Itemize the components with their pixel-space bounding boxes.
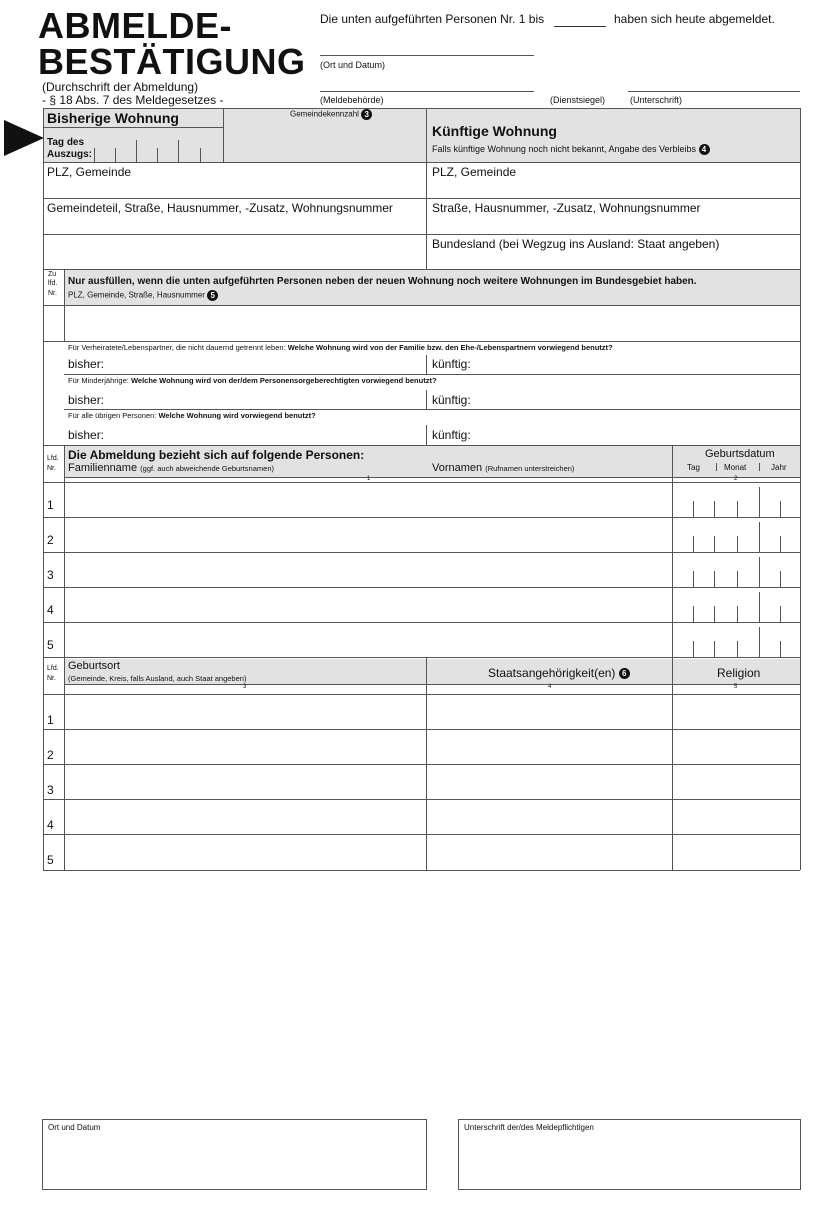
meldebehoerde-line[interactable] [320,91,534,92]
bisher-label-1: bisher: [68,357,105,371]
kuenftige-strasse-field[interactable] [427,199,800,234]
person-row-number: 4 [47,603,54,617]
familienname-vornamen-field[interactable] [65,518,672,552]
footer-ort-datum-box[interactable] [42,1119,427,1190]
dienstsiegel-label: (Dienstsiegel) [550,95,606,105]
geburtsort-field[interactable] [65,730,426,764]
weitere-address-field[interactable] [65,306,800,341]
person2-row-number: 1 [47,713,54,727]
person2-row-number: 5 [47,853,54,867]
persons2-col-lfd: Lfd. [47,665,59,672]
bisherige-strasse-label: Gemeindeteil, Straße, Hausnummer, -Zusatz, Wohnungsnummer [47,201,393,215]
jahr-label: Jahr [771,463,787,472]
unterschrift-label: (Unterschrift) [630,95,683,105]
bisher-field-1[interactable] [110,355,426,374]
intro-text-b: haben sich heute abgemeldet. [614,12,775,26]
form-title-line1: ABMELDE- [38,5,232,46]
staat-label: Staatsangehörigkeit(en) 6 [488,666,630,680]
kuenftige-title: Künftige Wohnung [432,123,557,139]
geburtsort-field[interactable] [65,695,426,729]
person-row-number: 3 [47,568,54,582]
form-subtitle-1: (Durchschrift der Abmeldung) [42,80,199,94]
col-number-3: 3 [243,684,247,690]
geburtsort-field[interactable] [65,800,426,834]
persons2-col-nr: Nr. [47,675,56,682]
weitere-col-zu: Zu [48,271,57,278]
staatsangehoerigkeit-field[interactable] [427,695,672,729]
bisher-label-3: bisher: [68,428,105,442]
col-number-4: 4 [548,684,552,690]
person-count-line[interactable] [554,26,606,27]
person2-row-number: 4 [47,818,54,832]
geburtsort-note: (Gemeinde, Kreis, falls Ausland, auch Staat angeben) [68,674,247,683]
weitere-lfd-field[interactable] [44,306,64,341]
kuenftig-field-3[interactable] [480,425,800,445]
ort-datum-label: (Ort und Datum) [320,60,386,70]
bisherige-plz-field[interactable] [44,163,426,198]
intro-text-a: Die unten aufgeführten Personen Nr. 1 bis [320,12,545,26]
geburtsort-field[interactable] [65,765,426,799]
familienname-vornamen-field[interactable] [65,553,672,587]
tag-label: Tag [687,463,700,472]
ort-datum-line[interactable] [320,55,534,56]
familienname-vornamen-field[interactable] [65,483,672,517]
persons-title: Die Abmeldung bezieht sich auf folgende Personen: [68,448,365,462]
unterschrift-line[interactable] [628,91,800,92]
footer-signature-box[interactable] [458,1119,801,1190]
gemeindekennzahl-label: Gemeindekennzahl 3 [290,109,372,120]
form-subtitle-2: - § 18 Abs. 7 des Meldegesetzes - [42,93,224,107]
weitere-marker-icon: 5 [207,290,218,301]
person-row-number: 2 [47,533,54,547]
monat-label: Monat [724,463,747,472]
col-number-2: 2 [734,476,738,482]
bisherige-strasse-field[interactable] [44,199,426,234]
geburtsort-field[interactable] [65,835,426,869]
staatsangehoerigkeit-field[interactable] [427,730,672,764]
person2-row-number: 3 [47,783,54,797]
person-row-number: 1 [47,498,54,512]
bisher-field-2[interactable] [110,390,426,409]
kuenftige-plz-field[interactable] [427,163,800,198]
question-verheiratete: Für Verheiratete/Lebenspartner, die nicht dauernd getrennt leben: Welche Wohnung wird von der Familie bzw. den Ehe-/Lebenspartnern vorwiegend benutzt? [68,343,613,352]
bisher-field-3[interactable] [110,425,426,445]
religion-label: Religion [717,666,761,680]
bisherige-plz-label: PLZ, Gemeinde [47,165,132,179]
kuenftige-note: Falls künftige Wohnung noch nicht bekannt, Angabe des Verbleibs 4 [432,144,710,155]
familienname-vornamen-field[interactable] [65,623,672,657]
col-number-5: 5 [734,684,738,690]
kuenftig-field-2[interactable] [480,390,800,409]
kuenftige-bundesland-field[interactable] [427,235,800,269]
kuenftige-strasse-label: Straße, Hausnummer, -Zusatz, Wohnungsnummer [432,201,701,215]
auszugs-label: Auszugs: [47,149,92,160]
familienname-label: Familienname (ggf. auch abweichende Geburtsnamen) [68,462,274,474]
familienname-vornamen-field[interactable] [65,588,672,622]
kuenftige-bundesland-label: Bundesland (bei Wegzug ins Ausland: Staat angeben) [432,237,720,251]
footer-signature-label: Unterschrift der/des Meldepflichtigen [464,1123,594,1132]
kuenftige-plz-label: PLZ, Gemeinde [432,165,517,179]
religion-field[interactable] [673,695,800,729]
staatsangehoerigkeit-field[interactable] [427,835,672,869]
weitere-subtitle: PLZ, Gemeinde, Straße, Hausnummer 5 [68,290,218,301]
weitere-title: Nur ausfüllen, wenn die unten aufgeführten Personen neben der neuen Wohnung noch weitere Wohnungen im Bundesgebiet haben. [68,276,697,287]
kuenftig-label-3: künftig: [432,428,471,442]
religion-field[interactable] [673,835,800,869]
person-row-number: 5 [47,638,54,652]
footer-ort-datum-label: Ort und Datum [48,1123,101,1132]
tag-des-label: Tag des [47,137,85,148]
bisher-label-2: bisher: [68,393,105,407]
arrow-marker-icon [4,120,44,156]
geburtsort-label: Geburtsort [68,660,120,672]
staat-marker-icon: 6 [619,668,630,679]
bisherige-extra-field[interactable] [44,235,426,269]
question-uebrige: Für alle übrigen Personen: Welche Wohnung wird vorwiegend benutzt? [68,411,316,420]
religion-field[interactable] [673,730,800,764]
geburtsdatum-label: Geburtsdatum [705,448,775,460]
col-number-1: 1 [367,476,371,482]
staatsangehoerigkeit-field[interactable] [427,800,672,834]
weitere-col-lfd: lfd. [48,280,58,287]
persons-col-nr: Nr. [47,465,56,472]
vornamen-label: Vornamen (Rufnamen unterstreichen) [432,462,575,474]
persons-col-lfd: Lfd. [47,455,59,462]
form-title-line2: BESTÄTIGUNG [38,41,306,82]
gemeindekennzahl-marker-icon: 3 [361,109,372,120]
kuenftig-label-2: künftig: [432,393,471,407]
kuenftig-field-1[interactable] [480,355,800,374]
verbleib-marker-icon: 4 [699,144,710,155]
meldebehoerde-label: (Meldebehörde) [320,95,384,105]
person2-row-number: 2 [47,748,54,762]
bisherige-title: Bisherige Wohnung [47,110,179,126]
kuenftig-label-1: künftig: [432,357,471,371]
religion-field[interactable] [673,800,800,834]
staatsangehoerigkeit-field[interactable] [427,765,672,799]
question-minderjaehrige: Für Minderjährige: Welche Wohnung wird von der/dem Personensorgeberechtigten vorwiegend benutzt? [68,376,437,385]
religion-field[interactable] [673,765,800,799]
auszug-date-field[interactable] [94,140,222,162]
weitere-col-nr: Nr. [48,290,57,297]
